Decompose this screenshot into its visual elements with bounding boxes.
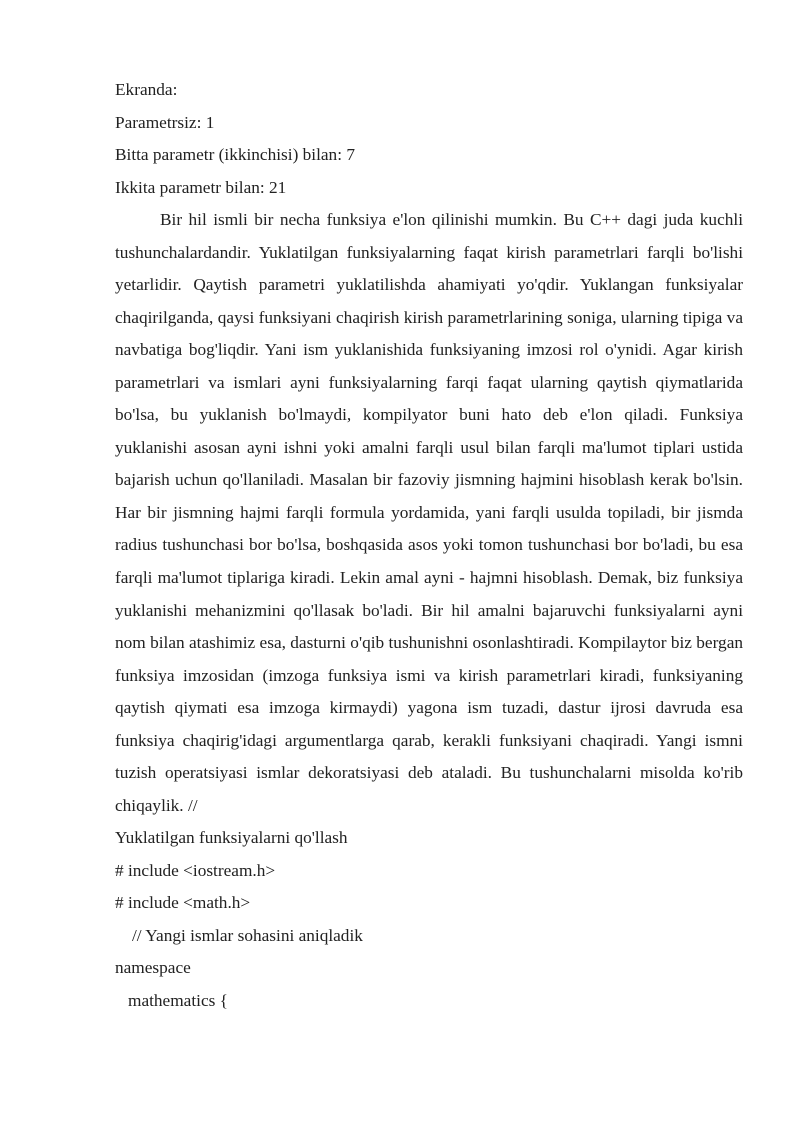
- code-namespace-comment: // Yangi ismlar sohasini aniqladik: [132, 925, 363, 945]
- code-namespace-keyword: namespace: [115, 958, 191, 978]
- code-namespace-name: mathematics {: [128, 990, 228, 1010]
- body-paragraph: Bir hil ismli bir necha funksiya e'lon qilinishi mumkin. Bu C++ dagi juda kuchli tushunchalardandir. Yuklatilgan funksiyalarning faqat kirish parametrlari farqli bo'lishi yetarlidir. Qaytish parametri yuklatilishda ahamiyati yo'qdir. Yuklangan funksiyalar chaqirilganda, qaysi funksiyani chaqirish kirish parametrlarining soniga, ularning tipiga va navbatiga bog'liqdir. Yani ism yuklanishida funksiyaning imzosi rol o'ynidi. Agar kirish parametrlari va ismlari ayni funksiyalarning farqi faqat ularning qaytish qiymatlarida bo'lsa, bu yuklanish bo'lmaydi, kompilyator buni hato deb e'lon qiladi. Funksiya yuklanishi asosan ayni ishni yoki amalni farqli usul bilan farqli ma'lumot tiplari ustida bajarish uchun qo'llaniladi. Masalan bir fazoviy jismning hajmini hisoblash kerak bo'lsin. Har bir jismning hajmi farqli formula yordamida, yani farqli usulda topiladi, bir jismda radius tushunchasi bor bo'lsa, boshqasida asos yoki tomon tushunchasi bor bo'ladi, bu esa farqli ma'lumot tiplariga kiradi. Lekin amal ayni - hajmni hisoblash. Demak, biz funksiya yuklanishi mehanizmini qo'llasak bo'ladi. Bir hil amalni bajaruvchi funksiyalarni ayni nom bilan atashimiz esa, dasturni o'qib tushunishni osonlashtiradi. Kompilaytor biz bergan funksiya imzosidan (imzoga funksiya ismi va kirish parametrlari kiradi, funksiyaning qaytish qiymati esa imzoga kirmaydi) yagona ism tuzadi, dastur ijrosi davruda esa funksiya chaqirig'idagi argumentlarga qarab, kerakli funksiyani chaqiradi. Yangi ismni tuzish operatsiyasi ismlar dekoratsiyasi deb ataladi. Bu tushunchalarni misolda ko'rib chiqaylik. //: [115, 210, 743, 815]
- output-line-two-params: Ikkita parametr bilan: 21: [115, 177, 287, 197]
- document-page: [115, 74, 743, 1017]
- output-heading: Ekranda:: [115, 80, 178, 99]
- output-line-no-params: Parametrsiz: 1: [115, 112, 215, 132]
- output-line-one-param: Bitta parametr (ikkinchisi) bilan: 7: [115, 145, 355, 164]
- code-comment-line: Yuklatilgan funksiyalarni qo'llash: [115, 828, 348, 848]
- code-include-math: # include <math.h>: [115, 893, 251, 913]
- code-include-iostream: # include <iostream.h>: [115, 860, 276, 880]
